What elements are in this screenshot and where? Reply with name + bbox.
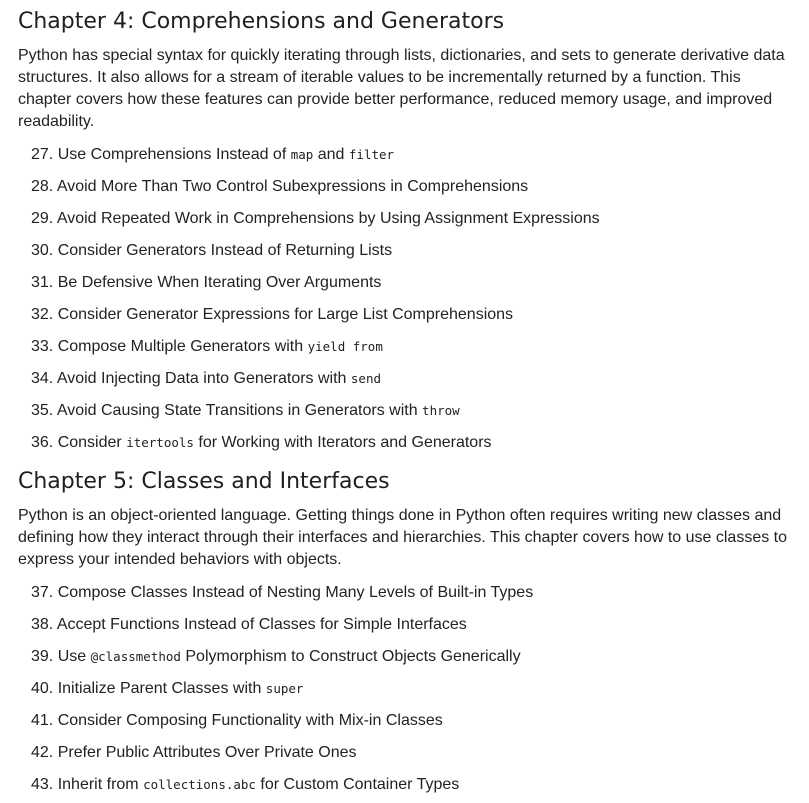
- item-text: Consider Generator Expressions for Large List Comprehensions: [57, 306, 514, 323]
- item-30[interactable]: [18, 241, 791, 261]
- chapter-4-section: [18, 0, 791, 453]
- item-text: for Custom Container Types: [255, 776, 460, 793]
- item-text: Polymorphism to Construct Objects Generically: [180, 648, 521, 665]
- item-33[interactable]: [18, 337, 791, 357]
- item-42[interactable]: [18, 743, 791, 763]
- item-29[interactable]: [18, 209, 791, 229]
- item-35[interactable]: [18, 401, 791, 421]
- item-43[interactable]: [18, 775, 791, 795]
- item-34[interactable]: [18, 369, 791, 389]
- item-number: 41.: [31, 712, 54, 729]
- item-39[interactable]: [18, 647, 791, 667]
- item-text: Use Comprehensions Instead of: [57, 146, 291, 163]
- item-code: map: [290, 147, 314, 162]
- item-text: Avoid Causing State Transitions in Generators with: [56, 402, 423, 419]
- item-number: 27.: [31, 146, 54, 163]
- chapter-4-title: Chapter 4: Comprehensions and Generators: [18, 9, 505, 34]
- item-text: Be Defensive When Iterating Over Arguments: [57, 274, 382, 291]
- item-number: 30.: [31, 242, 54, 259]
- item-number: 29.: [31, 210, 54, 227]
- item-number: 42.: [31, 744, 54, 761]
- item-text: Avoid Injecting Data into Generators with: [56, 370, 351, 387]
- item-31[interactable]: [18, 273, 791, 293]
- chapter-5-item-list: [18, 583, 791, 795]
- item-41[interactable]: [18, 711, 791, 731]
- item-text: Use: [57, 648, 91, 665]
- item-code: super: [265, 681, 304, 696]
- item-36[interactable]: [18, 433, 791, 453]
- item-38[interactable]: [18, 615, 791, 635]
- item-number: 34.: [31, 370, 54, 387]
- item-code: @classmethod: [90, 649, 181, 664]
- item-code: send: [350, 371, 382, 386]
- item-code: itertools: [126, 435, 194, 450]
- item-32[interactable]: [18, 305, 791, 325]
- item-number: 40.: [31, 680, 54, 697]
- item-number: 37.: [31, 584, 54, 601]
- item-text: for Working with Iterators and Generators: [193, 434, 492, 451]
- item-text: Prefer Public Attributes Over Private Ones: [57, 744, 357, 761]
- chapter-5-description: Python is an object-oriented language. Getting things done in Python often requires writing new classes and defining how they interact through their interfaces and hierarchies. This chapter covers how to use classes to express your intended behaviors with objects.: [18, 507, 788, 568]
- item-code: yield from: [307, 339, 383, 354]
- item-number: 32.: [31, 306, 54, 323]
- item-27[interactable]: [18, 145, 791, 165]
- chapter-4-description: Python has special syntax for quickly iterating through lists, dictionaries, and sets to generate derivative data structures. It also allows for a stream of iterable values to be incrementally returned by a function. This chapter covers how these features can provide better performance, reduced memory usage, and improved readability.: [18, 47, 785, 130]
- item-text: Initialize Parent Classes with: [57, 680, 266, 697]
- item-number: 33.: [31, 338, 54, 355]
- item-number: 35.: [31, 402, 54, 419]
- item-code: collections.abc: [143, 777, 256, 792]
- item-text: and: [313, 146, 349, 163]
- item-text: Compose Classes Instead of Nesting Many Levels of Built-in Types: [57, 584, 534, 601]
- item-text: Avoid Repeated Work in Comprehensions by Using Assignment Expressions: [56, 210, 600, 227]
- chapter-5-title: Chapter 5: Classes and Interfaces: [18, 469, 390, 494]
- item-code: throw: [422, 403, 460, 418]
- chapter-5-section: [18, 468, 791, 795]
- item-28[interactable]: [18, 177, 791, 197]
- item-text: Consider Composing Functionality with Mix-in Classes: [57, 712, 443, 729]
- item-text: Accept Functions Instead of Classes for Simple Interfaces: [56, 616, 467, 633]
- item-number: 36.: [31, 434, 54, 451]
- item-40[interactable]: [18, 679, 791, 699]
- item-number: 39.: [31, 648, 54, 665]
- item-text: Compose Multiple Generators with: [57, 338, 308, 355]
- item-number: 31.: [31, 274, 54, 291]
- item-code: filter: [348, 147, 395, 162]
- item-text: Consider Generators Instead of Returning Lists: [57, 242, 393, 259]
- item-text: Avoid More Than Two Control Subexpressions in Comprehensions: [56, 178, 529, 195]
- item-text: Consider: [57, 434, 127, 451]
- item-37[interactable]: [18, 583, 791, 603]
- item-number: 43.: [31, 776, 54, 793]
- item-number: 28.: [31, 178, 54, 195]
- item-number: 38.: [31, 616, 54, 633]
- chapter-4-item-list: [18, 145, 791, 453]
- item-text: Inherit from: [57, 776, 144, 793]
